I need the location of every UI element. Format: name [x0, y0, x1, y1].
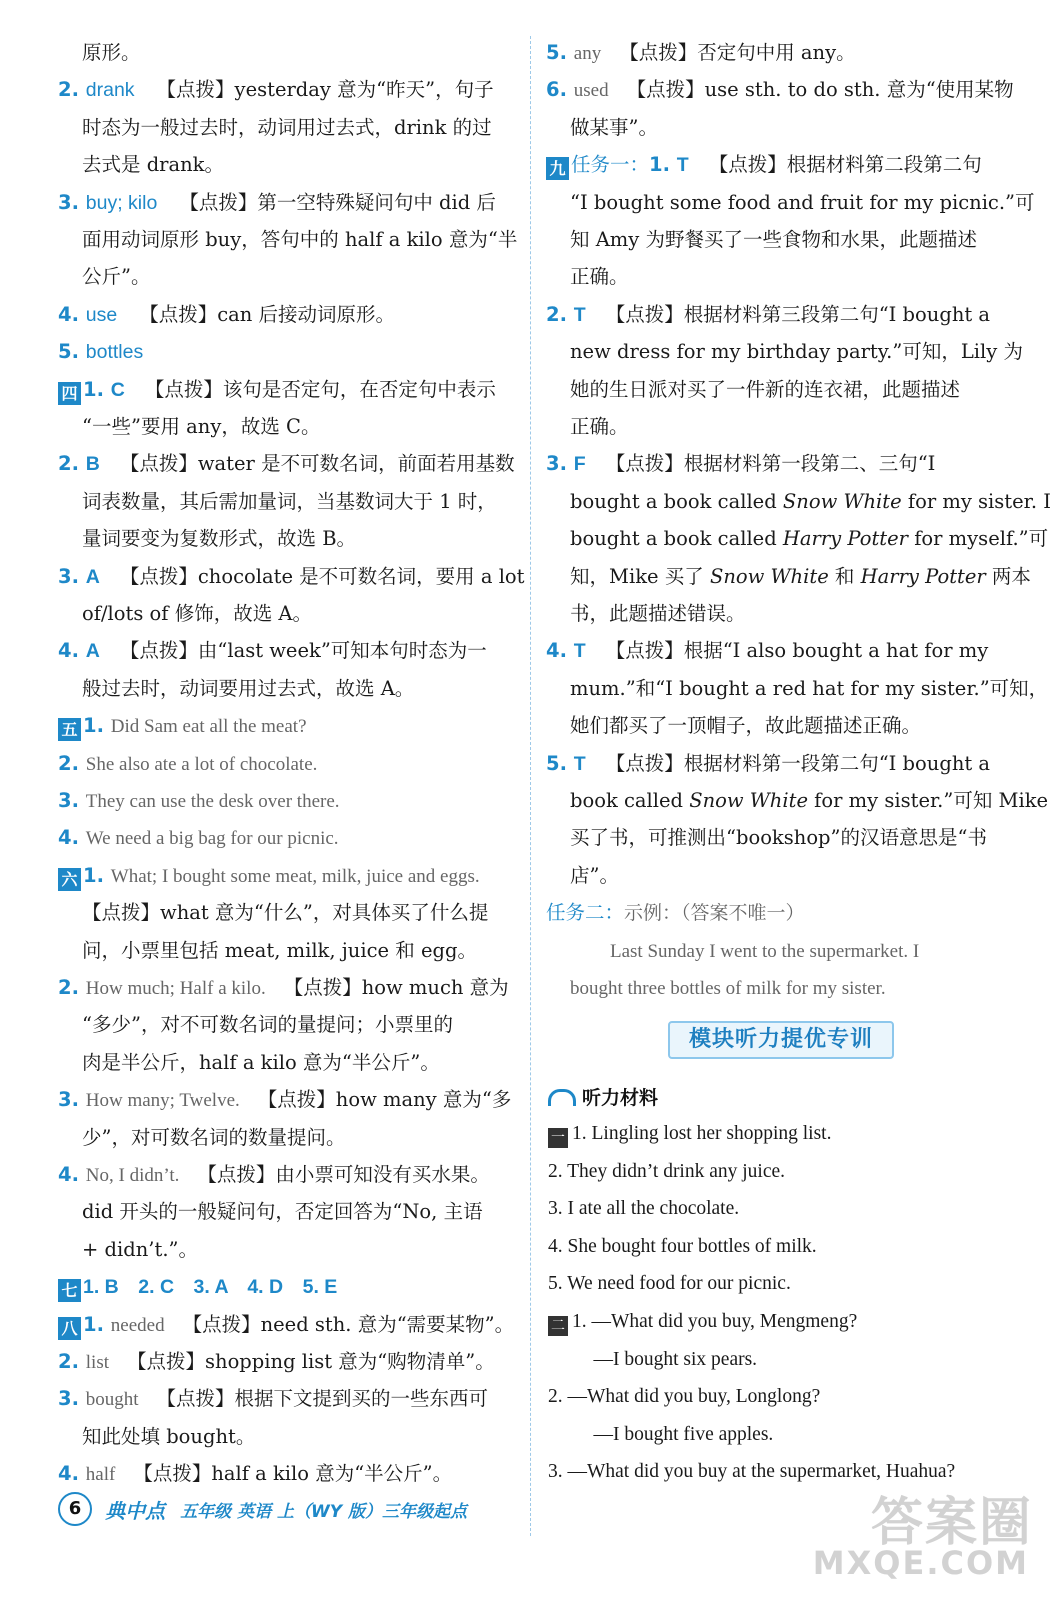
text-line [570, 863, 619, 889]
text-run: for my sister.”可知 Mike [807, 789, 1049, 812]
text-line [82, 1199, 483, 1225]
section-number: 四 [58, 382, 81, 405]
listening-line [548, 1196, 739, 1222]
text-run: 【点拨】need sth. 意为“需要某物”。 [182, 1312, 515, 1336]
section-number: 五 [58, 718, 81, 741]
question-number: 1. [83, 377, 111, 401]
text-run: 知，Mike 买了 [570, 564, 710, 588]
text-run: new dress for my birthday party.”可知，Lily 为 [570, 340, 1023, 364]
text-line [570, 489, 1051, 515]
text-run: 知此处填 bought。 [82, 1424, 256, 1448]
text-line [570, 601, 746, 627]
listening-title-text: 听力材料 [582, 1087, 659, 1109]
text-line [570, 526, 1048, 552]
answer: use [85, 303, 118, 326]
text-run: + didn’t.”。 [82, 1237, 199, 1261]
text-line [82, 1424, 255, 1450]
text-line [82, 489, 497, 515]
text-line [58, 825, 339, 852]
section-number: 七 [58, 1279, 81, 1302]
question-number: 4. [58, 826, 86, 850]
text-run: 知 Amy 为野餐买了一些食物和水果，此题描述 [570, 228, 977, 251]
answer: A [85, 640, 100, 663]
question-number: 2. [58, 78, 86, 102]
watermark-line-2: MXQE.COM [812, 1544, 1029, 1582]
text-line [610, 938, 919, 965]
text-run: 【点拨】根据下文提到买的一些东西可 [156, 1387, 489, 1411]
text-run: 【点拨】can 后接动词原形。 [139, 302, 396, 326]
listening-line [548, 1309, 857, 1336]
text-line [546, 751, 990, 777]
text-run: mum.”和“I bought a red hat for my sister.”可知， [570, 676, 1049, 700]
text-line [58, 1461, 452, 1488]
text-line [570, 190, 1035, 216]
brand-logo: 典中点 [105, 1499, 166, 1523]
text-line [58, 1087, 511, 1114]
text-run: “一些”要用 any，故选 C。 [82, 415, 321, 438]
text-line [570, 414, 629, 440]
text-run: 词表数量，其后需加量词，当基数词大于 1 时， [82, 489, 497, 513]
listening-text: 1. Lingling lost her shopping list. [572, 1123, 832, 1144]
answer-text: She also ate a lot of chocolate. [85, 753, 318, 775]
answer: T [573, 640, 586, 663]
text-run: 【点拨】否定句中用 any。 [619, 41, 856, 64]
question-number: 3. [58, 1387, 86, 1411]
answer-text: bought three bottles of milk for my sister. [570, 978, 886, 999]
listening-text: 3. I ate all the chocolate. [548, 1198, 740, 1220]
listening-title [548, 1083, 658, 1110]
text-line [58, 751, 317, 778]
text-line [546, 152, 982, 180]
book-title: Harry Potter [860, 564, 986, 588]
text-line [570, 264, 629, 290]
text-run: 面用动词原形 buy，答句中的 half a kilo 意为“半 [82, 228, 518, 251]
text-run: for myself.”可 [908, 527, 1049, 551]
question-number: 1. [649, 153, 677, 177]
task-label: 任务二： [546, 902, 625, 925]
text-run: 【点拨】chocolate 是不可数名词，要用 a lot [119, 564, 525, 588]
text-run: of/lots of 修饰，故选 A。 [82, 602, 312, 625]
question-number: 5. [546, 41, 574, 64]
text-run: 她们都买了一顶帽子，故此题描述正确。 [570, 714, 922, 738]
text-line [58, 451, 515, 477]
text-run: 【点拨】第一空特殊疑问句中 did 后 [179, 190, 496, 214]
section-number: 九 [546, 157, 569, 180]
part-icon: 一 [548, 1128, 568, 1148]
listening-line [548, 1121, 831, 1148]
book-title: Snow White [709, 564, 829, 588]
question-number: 6. [546, 78, 574, 102]
listening-line [548, 1159, 785, 1185]
question-number: 2. [58, 976, 86, 999]
question-number: 5. [546, 751, 574, 775]
text-run: book called [570, 789, 690, 812]
answer-text: 示例：（答案不唯一） [624, 903, 805, 925]
question-number: 1. [83, 714, 111, 738]
watermark [812, 1480, 1037, 1590]
answer: T [573, 303, 586, 326]
question-number: 4. [58, 302, 86, 326]
text-line [82, 1050, 440, 1076]
book-title: Harry Potter [782, 527, 908, 551]
text-run: 【点拨】根据材料第一段第二句“I bought a [605, 751, 991, 775]
text-line [58, 863, 480, 891]
text-line [82, 900, 488, 926]
task-label: 任务一： [571, 154, 650, 177]
answer: F [573, 453, 586, 476]
text-run: 【点拨】根据“I also bought a hat for my [605, 639, 989, 663]
text-line [58, 1386, 488, 1413]
text-line [546, 77, 1014, 104]
text-run: 【点拨】half a kilo 意为“半公斤”。 [133, 1462, 453, 1486]
listening-line [548, 1422, 773, 1448]
question-number: 2. [58, 751, 86, 775]
text-line [570, 377, 960, 403]
text-line [82, 115, 492, 141]
answer-text: What; I bought some meat, milk, juice and eggs. [110, 865, 480, 887]
text-run: “I bought some food and fruit for my picnic.”可 [570, 190, 1035, 214]
question-number: 3. [58, 1088, 86, 1112]
text-run: 【点拨】how many 意为“多 [257, 1088, 512, 1112]
section-banner: 模块听力提优专训 [668, 1021, 894, 1059]
text-line [82, 1125, 345, 1151]
text-run: 【点拨】yesterday 意为“昨天”，句子 [156, 78, 494, 102]
answer: bottles [85, 341, 144, 364]
answer: T [676, 154, 689, 177]
text-run: 【点拨】how much 意为 [283, 976, 509, 999]
text-run: 正确。 [570, 415, 629, 438]
text-line [58, 339, 165, 365]
book-title: Snow White [689, 789, 808, 812]
text-line [82, 227, 517, 253]
listening-text: 2. —What did you buy, Longlong? [548, 1386, 821, 1408]
text-run: did 开头的一般疑问句，否定回答为“No, 主语 [82, 1200, 483, 1224]
answer-text: bought [85, 1389, 139, 1411]
answer-text: We need a big bag for our picnic. [85, 828, 339, 850]
answer: C [110, 378, 125, 401]
text-line [58, 302, 395, 328]
answer-text: They can use the desk over there. [85, 791, 340, 812]
text-line [58, 564, 525, 590]
listening-line [548, 1347, 757, 1373]
headphones-icon [548, 1089, 576, 1106]
question-number: 4. [58, 1163, 86, 1186]
text-run: 去式是 drank。 [82, 153, 225, 177]
text-run: 店”。 [570, 863, 619, 887]
text-run: 正确。 [570, 265, 629, 289]
question-number: 4. [58, 639, 86, 663]
text-run: for my sister. I [901, 489, 1051, 513]
text-run: 【点拨】what 意为“什么”，对具体买了什么提 [82, 901, 489, 925]
answer-text: needed [110, 1314, 165, 1336]
text-line [570, 564, 1031, 590]
text-run: 和 [828, 564, 861, 588]
section-number: 八 [58, 1317, 81, 1340]
section-number: 六 [58, 868, 81, 891]
text-run: “多少”，对不可数名词的量提问；小票里的 [82, 1013, 453, 1037]
text-run: 【点拨】water 是不可数名词，前面若用基数 [119, 452, 515, 476]
answer: buy; kilo [85, 191, 158, 214]
text-line [570, 788, 1048, 814]
text-run: 【点拨】use sth. to do sth. 意为“使用某物 [626, 78, 1014, 102]
text-line [58, 788, 340, 815]
text-line [546, 900, 805, 927]
text-run: 肉是半公斤，half a kilo 意为“半公斤”。 [82, 1050, 440, 1074]
text-run: 【点拨】根据材料第一段第二、三句“I [605, 452, 936, 476]
text-line [58, 1274, 337, 1302]
text-line [570, 975, 886, 1002]
text-line [570, 825, 987, 851]
text-run: 【点拨】该句是否定句，在否定句中表示 [144, 377, 496, 401]
text-run: 【点拨】由“last week”可知本句时态为一 [119, 639, 487, 663]
listening-text: 4. She bought four bottles of milk. [548, 1235, 817, 1257]
answer: A [85, 565, 100, 588]
text-run: 买了书，可推测出“bookshop”的汉语意思是“书 [570, 826, 987, 850]
answer-text: half [85, 1464, 116, 1486]
text-line [82, 526, 356, 552]
text-line [58, 713, 307, 741]
listening-line [548, 1271, 791, 1297]
answer-list: 1. B 2. C 3. A 4. D 5. E [83, 1276, 338, 1299]
text-run: 【点拨】由小票可知没有买水果。 [197, 1163, 490, 1186]
text-line [570, 115, 658, 141]
text-line [82, 1237, 198, 1263]
answer-text: used [573, 80, 609, 102]
question-number: 2. [58, 1350, 86, 1373]
text-line [82, 152, 224, 178]
text-run: 她的生日派对买了一件新的连衣裙，此题描述 [570, 377, 961, 401]
text-line [58, 1312, 514, 1340]
text-line [58, 77, 494, 103]
text-line [570, 339, 1023, 365]
question-number: 2. [58, 452, 86, 476]
listening-text: 1. —What did you buy, Mengmeng? [572, 1311, 858, 1332]
text-run: 量词要变为复数形式，故选 B。 [82, 527, 357, 551]
listening-text: —I bought five apples. [574, 1423, 774, 1445]
footer-title: 五年级 英语 上（WY 版）三年级起点 [180, 1502, 468, 1522]
answer-text: How much; Half a kilo. [85, 978, 266, 999]
text-run: 问，小票里包括 meat, milk, juice 和 egg。 [82, 938, 477, 962]
text-line [570, 676, 1048, 702]
answer-text: any [573, 43, 602, 64]
text-run: 【点拨】根据材料第二段第二句 [708, 153, 982, 177]
answer-text: No, I didn’t. [85, 1165, 180, 1186]
listening-line [548, 1384, 820, 1410]
listening-line [548, 1234, 817, 1260]
question-number: 1. [83, 1312, 111, 1336]
page-footer [58, 1492, 467, 1526]
book-title: Snow White [782, 489, 902, 513]
watermark-line-1: 答案圈 [870, 1493, 1033, 1553]
listening-text: 5. We need food for our picnic. [548, 1273, 791, 1295]
text-line [546, 302, 990, 328]
text-line [82, 938, 477, 964]
text-line [546, 451, 935, 477]
question-number: 2. [546, 302, 574, 326]
answer-text: Last Sunday I went to the supermarket. I [610, 940, 920, 962]
listening-text: —I bought six pears. [574, 1348, 758, 1370]
answer-text: How many; Twelve. [85, 1090, 240, 1112]
answer: B [85, 453, 100, 476]
text-run: 时态为一般过去时，动词用过去式，drink 的过 [82, 115, 492, 139]
text-line [546, 40, 856, 67]
page-number: 6 [58, 1492, 92, 1526]
text-line [570, 227, 977, 253]
answer: T [573, 752, 586, 775]
part-icon: 二 [548, 1316, 568, 1336]
text-run: 做某事”。 [570, 115, 658, 139]
question-number: 4. [546, 639, 574, 663]
text-line [546, 638, 988, 664]
answer-text: list [85, 1352, 109, 1373]
text-line [82, 676, 414, 702]
text-line [82, 1012, 453, 1038]
text-line [82, 414, 320, 440]
text-run: bought a book called [570, 527, 783, 551]
text-run: bought a book called [570, 489, 783, 513]
question-number: 5. [58, 340, 86, 364]
text-line [58, 1349, 495, 1376]
question-number: 3. [58, 564, 86, 588]
text-line [58, 377, 496, 405]
answer-text: Did Sam eat all the meat? [110, 716, 307, 738]
text-line [82, 40, 141, 66]
text-run: 书，此题描述错误。 [570, 602, 746, 625]
text-line [58, 975, 509, 1002]
text-line [58, 638, 487, 664]
text-line [58, 190, 496, 216]
listening-text: 2. They didn’t drink any juice. [548, 1160, 786, 1182]
text-run: 【点拨】shopping list 意为“购物清单”。 [127, 1350, 495, 1373]
text-run: 公斤”。 [82, 265, 151, 289]
answer: drank [85, 79, 135, 102]
question-number: 3. [546, 452, 574, 476]
question-number: 3. [58, 190, 86, 214]
text-run: 【点拨】根据材料第三段第二句“I bought a [605, 302, 991, 326]
question-number: 1. [83, 863, 111, 887]
text-run: 般过去时，动词要用过去式，故选 A。 [82, 676, 415, 700]
text-line [58, 1162, 490, 1189]
listening-text: 3. —What did you buy at the supermarket, Huahua? [548, 1461, 956, 1483]
column-divider [530, 36, 531, 1536]
text-line [82, 601, 312, 627]
text-line [82, 264, 150, 290]
text-line [570, 713, 921, 739]
text-run: 少”，对可数名词的数量提问。 [82, 1125, 346, 1149]
text-run: 原形。 [82, 41, 141, 64]
question-number: 4. [58, 1462, 86, 1486]
question-number: 3. [58, 789, 86, 812]
text-run: 两本 [985, 564, 1031, 588]
